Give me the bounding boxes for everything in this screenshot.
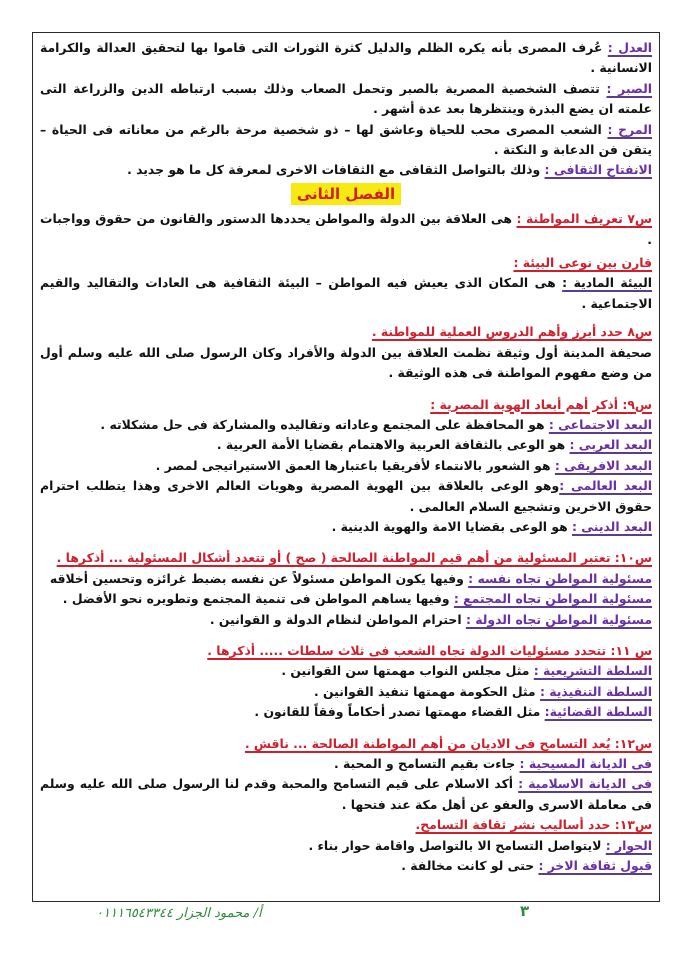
- openness-label: الانفتاح الثقافى :: [544, 162, 652, 178]
- material-env-text: هى المكان الذى يعيش فيه المواطن – البيئة الثقافية هى العادات والتقاليد والقيم الاجتماعية .: [40, 275, 652, 311]
- q9-item-text: هو الشعور بالانتماء لأفريقيا باعتبارها العمق الاستيراتيجى لمصر .: [155, 457, 555, 473]
- q9-item-label: البعد الاجتماعى :: [548, 416, 652, 432]
- q7-paragraph: [40, 209, 652, 250]
- q12-question: س١٢: يُعد التسامح فى الاديان من أهم المواطنة الصالحة ... ناقش .: [244, 735, 652, 751]
- q11-item: [40, 661, 652, 681]
- compare-answer-paragraph: [40, 273, 652, 314]
- justice-text: عُرف المصرى بأنه يكره الظلم والدليل كثرة الثورات التى قاموا بها لتحقيق العدالة والكرامة الانسانية .: [40, 40, 652, 76]
- q12-item-text: أكد الاسلام على قيم التسامح والمحبة وقدم لنا الرسول صلى الله عليه وسلم فى معاملة الاسرى والعفو عن أهل مكة عند فتحها .: [40, 776, 652, 812]
- q11-item-text: مثل مجلس النواب مهمتها سن القوانين .: [281, 663, 534, 679]
- q10-item: [40, 589, 652, 609]
- q11-question-paragraph: [40, 641, 652, 661]
- q10-item: [40, 610, 652, 630]
- q9-item: [40, 456, 652, 476]
- chapter-title: الفصل الثانى: [291, 183, 401, 205]
- q9-item-text: هو المحافظة على المجتمع وعاداته وتقاليده والمشاركة فى حل مشكلاته .: [100, 416, 549, 432]
- q11-item-text: مثل القضاء مهمتها تصدر أحكاماً وفقاً للقانون .: [254, 704, 545, 720]
- q13-item-text: لايتواصل التسامح الا بالتواصل واقامة حوار بناء .: [308, 837, 606, 853]
- q12-item-label: فى الديانة الاسلامية :: [518, 776, 652, 792]
- q8-question: س٨ حدد أبرز وأهم الدروس العملية للمواطنة .: [371, 324, 652, 340]
- material-env-label: البيئة المادية :: [562, 275, 652, 291]
- q12-item-label: فى الديانة المسيحية :: [519, 756, 652, 771]
- q13-question: س١٣: حدد أساليب نشر ثقافة التسامح.: [415, 817, 652, 833]
- q11-item: [40, 682, 652, 702]
- patience-paragraph: [40, 79, 652, 120]
- openness-text: وذلك بالتواصل الثقافى مع الثقافات الاخرى لمعرفة كل ما هو جديد .: [127, 162, 545, 178]
- q11-question: س ١١: تتحدد مسئوليات الدولة تجاه الشعب فى ثلاث سلطات ..... أذكرها .: [207, 642, 652, 658]
- q10-item-text: وفيها يساهم المواطن فى تنمية المجتمع وتطويره نحو الأفضل .: [62, 591, 454, 607]
- patience-text: تتصف الشخصية المصرية بالصبر وتحمل الصعاب وذلك بسبب ارتباطه الدين والزراعة التى علمته ان يضع البذرة وينتظرها بعد عدة أشهر .: [40, 80, 652, 117]
- q9-item-label: البعد العالمى :: [559, 478, 652, 494]
- openness-paragraph: [40, 160, 652, 180]
- q9-item: [40, 476, 652, 517]
- chapter-heading: [40, 183, 652, 205]
- patience-label: الصبر :: [606, 80, 652, 96]
- q13-item-label: قبول ثقافة الاخر :: [538, 858, 652, 874]
- q11-item-label: السلطة التنفيذية :: [539, 683, 652, 699]
- q13-item-text: حتى لو كانت مخالفة .: [401, 858, 539, 874]
- q7-question: س٧ تعريف المواطنة :: [516, 211, 653, 227]
- humor-label: المرح :: [607, 121, 652, 137]
- q11-item-label: السلطة القضائية:: [544, 704, 652, 720]
- compare-question-paragraph: [40, 253, 652, 273]
- page-number: ٣: [520, 902, 530, 920]
- q9-question: س٩: أذكر أهم أبعاد الهوية المصرية :: [430, 396, 652, 412]
- humor-text: الشعب المصرى محب للحياة وعاشق لها – ذو شخصية مرحة بالرغم من معاناته فى الحياة – يتقن فن الدعابة و النكتة .: [40, 121, 652, 158]
- q12-item: [40, 754, 652, 774]
- q9-item: [40, 415, 652, 435]
- q11-item-label: السلطة التشريعية :: [533, 663, 652, 679]
- q9-item-label: البعد الافريقى :: [554, 457, 652, 473]
- q11-item-text: مثل الحكومة مهمتها تنفيذ القوانين .: [313, 683, 540, 699]
- q12-question-paragraph: [40, 734, 652, 754]
- q10-question: س١٠: تعتبر المسئولية من أهم قيم المواطنة الصالحة ( صح ) أو تتعدد أشكال المسئولية ... أذكرها .: [56, 550, 652, 566]
- q13-item-label: الحوار :: [605, 837, 652, 853]
- q13-question-paragraph: [40, 815, 652, 835]
- q12-item-text: جاءت بقيم التسامح و المحبة .: [334, 756, 520, 771]
- q9-item-label: البعد الدينى :: [572, 518, 652, 534]
- justice-paragraph: [40, 38, 652, 79]
- q10-item-label: مسئولية المواطن تجاه الدولة :: [465, 611, 652, 627]
- q7-answer: هى العلاقة بين الدولة والمواطن يحددها الدستور والقانون من حقوق وواجبات .: [40, 211, 652, 247]
- q10-item-label: مسئولية المواطن تجاه نفسه :: [468, 570, 652, 586]
- q9-item-label: البعد العربى :: [569, 437, 652, 453]
- q13-item: [40, 856, 652, 876]
- q8-question-paragraph: [40, 322, 652, 342]
- q10-item: [40, 569, 652, 589]
- justice-label: العدل :: [607, 40, 652, 55]
- q12-item: [40, 774, 652, 815]
- document-content: [40, 38, 652, 876]
- q9-item-text: هو الوعى بقضايا الامة والهوية الدينية .: [331, 518, 572, 534]
- q9-item-text: هو الوعى بالثقافة العربية والاهتمام بقضايا الأمة العربية .: [216, 437, 570, 453]
- q9-item: [40, 517, 652, 537]
- q9-item: [40, 435, 652, 455]
- q9-item-text: وهو الوعى بالعلاقة بين الهوية المصرية وهويات العالم الاخرى وهذا يتطلب احترام حقوق الاخرين وتشجيع السلام العالمى .: [40, 478, 652, 514]
- author-signature: أ/ محمود الجزار ٠١١١٦٥٤٣٣٤٤: [96, 906, 262, 921]
- q10-item-label: مسئولية المواطن تجاه المجتمع :: [453, 591, 652, 607]
- humor-paragraph: [40, 120, 652, 161]
- q10-item-text: احترام المواطن لنظام الدولة و القوانين .: [209, 611, 466, 627]
- q13-item: [40, 836, 652, 856]
- q10-item-text: وفيها يكون المواطن مسئولاً عن نفسه بضبط غرائزه وتحسين أخلاقه: [49, 570, 469, 586]
- q8-answer: صحيفة المدينة أول وثيقة نظمت العلاقة بين الدولة والأفراد وكان الرسول صلى الله عليه وسلم أول من وضع مفهوم المواطنة فى هذه الوثيقة .: [40, 344, 652, 381]
- q9-question-paragraph: [40, 395, 652, 415]
- compare-question: قارن بين نوعى البيئة :: [513, 255, 652, 271]
- q11-item: [40, 702, 652, 722]
- q10-question-paragraph: [40, 548, 652, 568]
